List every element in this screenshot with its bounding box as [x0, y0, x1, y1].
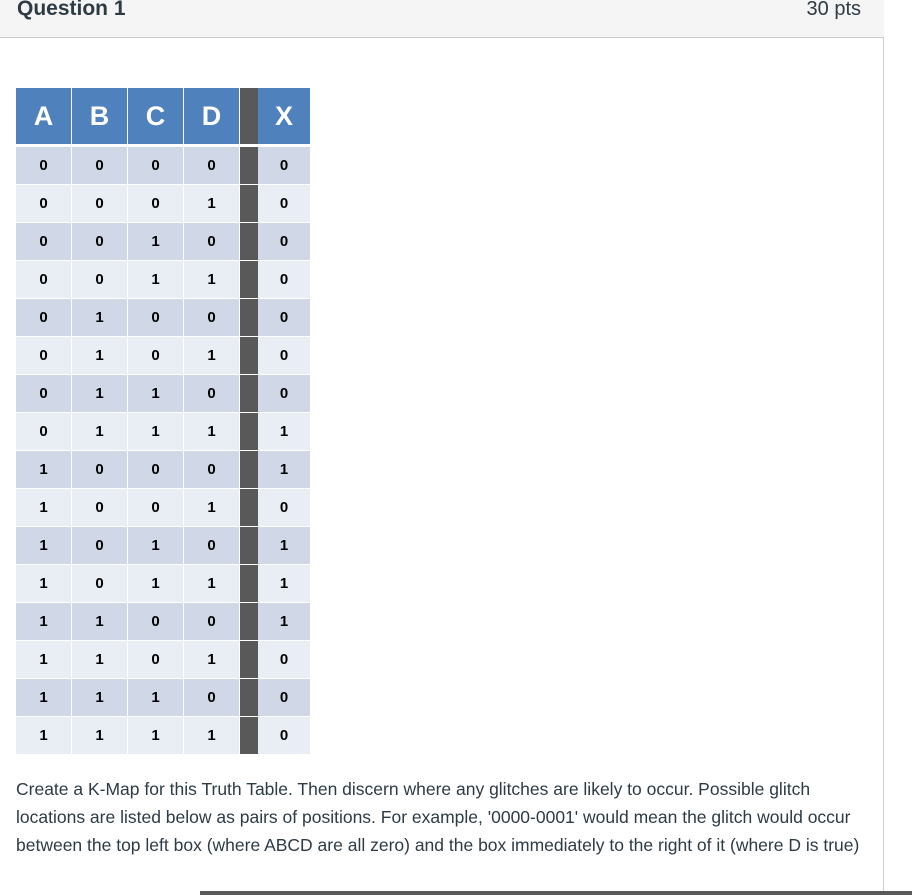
cell-c: 1 [128, 565, 184, 603]
question-points: 30 pts [806, 0, 861, 20]
cell-d: 0 [184, 451, 240, 489]
cell-a: 1 [16, 603, 72, 641]
cell-c: 1 [128, 679, 184, 717]
cell-c: 1 [128, 527, 184, 565]
truth-table-body [16, 146, 311, 755]
column-separator [240, 717, 259, 755]
truth-table-row [16, 603, 311, 641]
column-separator [240, 527, 259, 565]
cell-x: 0 [258, 185, 311, 223]
truth-table-row [16, 413, 311, 451]
cell-x: 1 [258, 565, 311, 603]
column-separator [240, 223, 259, 261]
column-separator [240, 337, 259, 375]
truth-table-row [16, 337, 311, 375]
cell-c: 1 [128, 223, 184, 261]
cell-b: 0 [72, 185, 128, 223]
truth-table-row [16, 527, 311, 565]
cell-c: 1 [128, 717, 184, 755]
truth-table-row [16, 185, 311, 223]
question-description: Create a K-Map for this Truth Table. Then discern where any glitches are likely to occur. Possible glitch locations are listed below as pairs of positions. For example, '0000-0001' would mean the glitch would occur between the top left box (where ABCD are all zero) and the box immediately to the right of it (where D is true) [16, 779, 860, 855]
column-separator [240, 565, 259, 603]
cell-c: 0 [128, 603, 184, 641]
header-d: D [184, 88, 240, 146]
cell-x: 0 [258, 337, 311, 375]
column-separator [240, 679, 259, 717]
question-title: Question 1 [17, 0, 126, 20]
cell-b: 1 [72, 679, 128, 717]
cell-b: 0 [72, 489, 128, 527]
header-c: C [128, 88, 184, 146]
cell-d: 1 [184, 261, 240, 299]
cell-d: 0 [184, 679, 240, 717]
column-separator [240, 603, 259, 641]
cell-a: 0 [16, 185, 72, 223]
cell-c: 0 [128, 185, 184, 223]
truth-table-header-row [16, 88, 311, 146]
truth-table-row [16, 146, 311, 185]
cell-a: 0 [16, 223, 72, 261]
header-a: A [16, 88, 72, 146]
cell-b: 1 [72, 375, 128, 413]
cell-c: 1 [128, 261, 184, 299]
cell-c: 0 [128, 337, 184, 375]
cell-x: 1 [258, 451, 311, 489]
cell-c: 0 [128, 146, 184, 185]
cell-d: 0 [184, 375, 240, 413]
cell-a: 0 [16, 299, 72, 337]
cell-b: 1 [72, 641, 128, 679]
cell-d: 0 [184, 603, 240, 641]
cell-b: 1 [72, 299, 128, 337]
cell-b: 0 [72, 527, 128, 565]
column-separator [240, 375, 259, 413]
cell-a: 1 [16, 717, 72, 755]
truth-table-row [16, 489, 311, 527]
column-separator [240, 413, 259, 451]
column-separator [240, 489, 259, 527]
column-separator [240, 185, 259, 223]
cell-a: 0 [16, 375, 72, 413]
cell-b: 0 [72, 451, 128, 489]
truth-table-row [16, 375, 311, 413]
column-separator [240, 451, 259, 489]
cell-x: 1 [258, 603, 311, 641]
cell-d: 1 [184, 717, 240, 755]
cell-a: 1 [16, 641, 72, 679]
cell-a: 0 [16, 146, 72, 185]
cell-x: 0 [258, 223, 311, 261]
question-header [0, 0, 884, 38]
cell-d: 0 [184, 527, 240, 565]
cell-a: 1 [16, 489, 72, 527]
truth-table [16, 88, 311, 755]
cell-d: 1 [184, 489, 240, 527]
cell-x: 0 [258, 375, 311, 413]
cell-a: 1 [16, 565, 72, 603]
cell-x: 0 [258, 641, 311, 679]
cell-a: 1 [16, 679, 72, 717]
header-x: X [258, 88, 311, 146]
cell-x: 0 [258, 489, 311, 527]
cell-x: 1 [258, 527, 311, 565]
cell-d: 1 [184, 337, 240, 375]
cell-x: 0 [258, 146, 311, 185]
cell-c: 0 [128, 489, 184, 527]
horizontal-scrollbar[interactable] [200, 891, 912, 895]
truth-table-row [16, 451, 311, 489]
cell-a: 1 [16, 527, 72, 565]
truth-table-row [16, 223, 311, 261]
cell-x: 0 [258, 717, 311, 755]
cell-c: 0 [128, 641, 184, 679]
cell-x: 1 [258, 413, 311, 451]
truth-table-row [16, 641, 311, 679]
truth-table-row [16, 261, 311, 299]
cell-b: 0 [72, 223, 128, 261]
column-separator [240, 261, 259, 299]
truth-table-row [16, 565, 311, 603]
cell-a: 0 [16, 413, 72, 451]
cell-d: 0 [184, 223, 240, 261]
cell-d: 1 [184, 641, 240, 679]
cell-c: 1 [128, 375, 184, 413]
truth-table-row [16, 679, 311, 717]
header-b: B [72, 88, 128, 146]
cell-c: 0 [128, 299, 184, 337]
cell-b: 1 [72, 603, 128, 641]
column-separator [240, 299, 259, 337]
cell-d: 0 [184, 299, 240, 337]
column-separator [240, 146, 259, 185]
cell-a: 0 [16, 261, 72, 299]
cell-c: 1 [128, 413, 184, 451]
cell-b: 1 [72, 337, 128, 375]
cell-b: 1 [72, 717, 128, 755]
cell-x: 0 [258, 299, 311, 337]
cell-c: 0 [128, 451, 184, 489]
cell-d: 1 [184, 185, 240, 223]
column-separator [240, 641, 259, 679]
cell-b: 0 [72, 565, 128, 603]
cell-d: 1 [184, 413, 240, 451]
cell-x: 0 [258, 261, 311, 299]
cell-d: 0 [184, 146, 240, 185]
truth-table-row [16, 299, 311, 337]
cell-b: 0 [72, 146, 128, 185]
cell-a: 0 [16, 337, 72, 375]
cell-a: 1 [16, 451, 72, 489]
column-separator [240, 88, 259, 146]
truth-table-row [16, 717, 311, 755]
cell-b: 0 [72, 261, 128, 299]
cell-x: 0 [258, 679, 311, 717]
cell-d: 1 [184, 565, 240, 603]
cell-b: 1 [72, 413, 128, 451]
